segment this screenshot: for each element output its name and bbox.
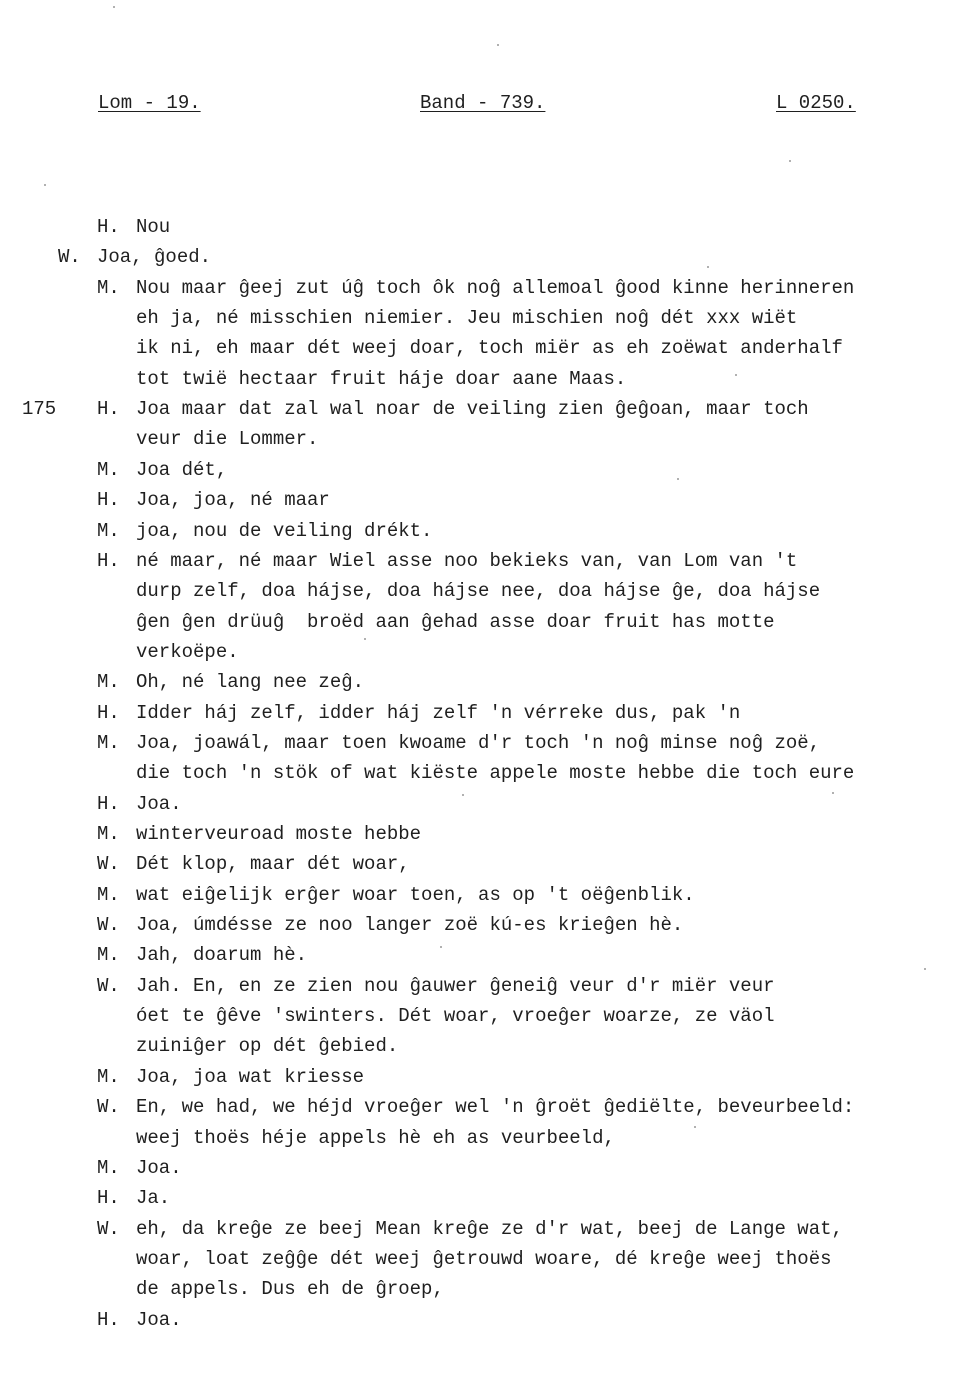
scan-speck <box>440 946 442 948</box>
utterance-text: durp zelf, doa hájse, doa hájse nee, doa hájse ĝe, doa hájse <box>136 580 821 603</box>
utterance-text: Dét klop, maar dét woar, <box>136 853 410 876</box>
speaker-label: M. <box>97 944 120 967</box>
speaker-label: W. <box>58 246 81 269</box>
scan-speck <box>44 184 46 186</box>
utterance-text: Nou maar ĝeej zut úĝ toch ôk noĝ allemoal ĝood kinne herinneren <box>136 276 855 299</box>
utterance-text: Joa. <box>136 1156 182 1179</box>
utterance-text: veur die Lommer. <box>136 428 319 451</box>
speaker-label: M. <box>97 276 120 299</box>
utterance-text: Joa maar dat zal wal noar de veiling zien ĝeĝoan, maar toch <box>136 398 809 421</box>
speaker-label: M. <box>97 1156 120 1179</box>
utterance-text: die toch 'n stök of wat kiëste appele moste hebbe die toch eure <box>136 762 855 785</box>
speaker-label: M. <box>97 519 120 542</box>
utterance-text: Ja. <box>136 1187 171 1210</box>
utterance-text: Joa, joa, né maar <box>136 489 330 512</box>
scan-speck <box>832 792 834 794</box>
header-code: L 0250. <box>776 92 856 114</box>
utterance-text: Joa, joawál, maar toen kwoame d'r toch 'n noĝ minse noĝ zoë, <box>136 731 821 754</box>
utterance-text: Jah. En, en ze zien nou ĝauwer ĝeneiĝ veur d'r miër veur <box>136 974 775 997</box>
header-location: Lom - 19. <box>98 92 201 114</box>
speaker-label: W. <box>97 853 120 876</box>
scan-speck <box>707 266 709 268</box>
utterance-text: ĝen ĝen drüuĝ broëd aan ĝehad asse doar fruit has motte <box>136 610 775 633</box>
scan-speck <box>789 160 791 162</box>
utterance-text: joa, nou de veiling drékt. <box>136 519 433 542</box>
speaker-label: H. <box>97 792 120 815</box>
utterance-text: Joa, ĝoed. <box>97 246 212 269</box>
speaker-label: W. <box>97 974 120 997</box>
header-tape: Band - 739. <box>420 92 546 114</box>
utterance-text: Idder háj zelf, idder háj zelf 'n vérreke dus, pak 'n <box>136 701 741 724</box>
utterance-text: winterveuroad moste hebbe <box>136 823 422 845</box>
scan-speck <box>924 968 926 970</box>
utterance-text: ik ni, eh maar dét weej doar, toch miër as eh zoëwat anderhalf <box>136 337 843 360</box>
speaker-label: H. <box>97 1308 120 1331</box>
scan-speck <box>364 638 366 640</box>
utterance-text: Joa, úmdésse ze noo langer zoë kú-es krieĝen hè. <box>136 914 684 937</box>
utterance-text: zuiniĝer op dét ĝebied. <box>136 1035 399 1058</box>
speaker-label: H. <box>97 549 120 572</box>
utterance-text: eh, da kreĝe ze beej Mean kreĝe ze d'r wat, beej de Lange wat, <box>136 1217 843 1240</box>
utterance-text: Joa, joa wat kriesse <box>136 1065 365 1088</box>
utterance-text: Jah, doarum hè. <box>136 944 308 967</box>
speaker-label: H. <box>97 489 120 512</box>
utterance-text: weej thoës héje appels hè eh as veurbeeld, <box>136 1126 615 1149</box>
speaker-label: H. <box>97 216 120 238</box>
scan-speck <box>694 1126 696 1128</box>
scan-speck <box>735 374 737 376</box>
scan-speck <box>113 6 115 8</box>
utterance-text: Joa. <box>136 1308 182 1331</box>
speaker-label: H. <box>97 398 120 421</box>
utterance-text: Joa. <box>136 792 182 815</box>
speaker-label: W. <box>97 1217 120 1240</box>
utterance-text: de appels. Dus eh de ĝroep, <box>136 1278 444 1301</box>
speaker-label: M. <box>97 731 120 754</box>
speaker-label: M. <box>97 823 120 845</box>
speaker-label: M. <box>97 883 120 906</box>
utterance-text: eh ja, né misschien niemier. Jeu mischien noĝ dét xxx wiët <box>136 307 798 330</box>
speaker-label: M. <box>97 458 120 481</box>
speaker-label: M. <box>97 1065 120 1088</box>
utterance-text: En, we had, we héjd vroeĝer wel 'n ĝroët ĝediëlte, beveurbeeld: <box>136 1096 855 1119</box>
utterance-text: Joa dét, <box>136 458 228 481</box>
utterance-text: tot twië hectaar fruit háje doar aane Maas. <box>136 367 627 390</box>
scan-speck <box>462 794 464 796</box>
speaker-label: H. <box>97 1187 120 1210</box>
scan-speck <box>497 44 499 46</box>
utterance-text: né maar, né maar Wiel asse noo bekieks van, van Lom van 't <box>136 549 798 572</box>
utterance-text: Oh, né lang nee zeĝ. <box>136 671 365 694</box>
speaker-label: H. <box>97 701 120 724</box>
utterance-text: verkoëpe. <box>136 640 239 663</box>
speaker-label: M. <box>97 671 120 694</box>
speaker-label: W. <box>97 914 120 937</box>
utterance-text: Nou <box>136 216 171 238</box>
line-number: 175 <box>22 398 57 421</box>
utterance-text: óet te ĝêve 'swinters. Dét woar, vroeĝer woarze, ze väol <box>136 1005 775 1028</box>
speaker-label: W. <box>97 1096 120 1119</box>
utterance-text: wat eiĝelijk erĝer woar toen, as op 't oëĝenblik. <box>136 883 695 906</box>
utterance-text: woar, loat zeĝĝe dét weej ĝetrouwd woare, dé kreĝe weej thoës <box>136 1247 832 1270</box>
scan-speck <box>677 478 679 480</box>
